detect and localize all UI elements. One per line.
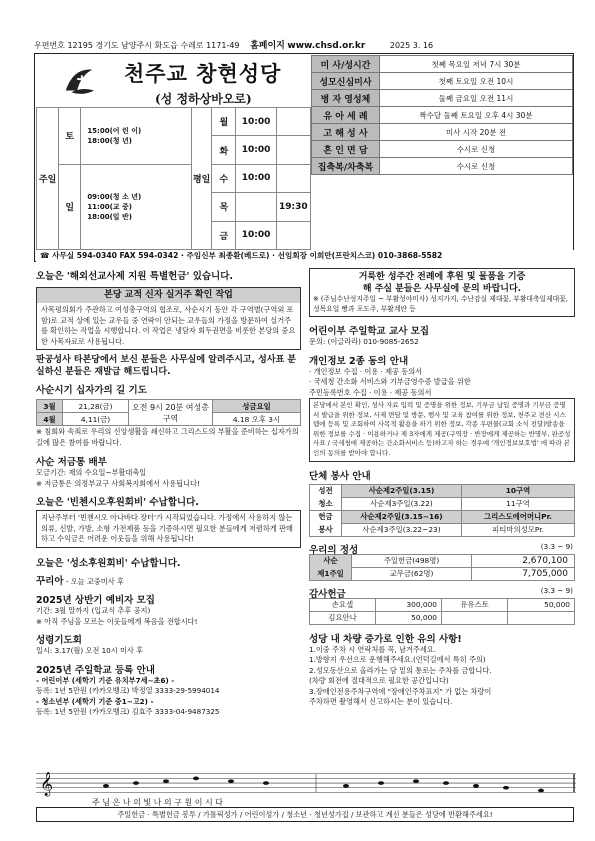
holy-week-box: 거룩한 성주간 전례에 후원 및 물품을 기증 해 주실 분들은 사무실에 문의 바랍니다. ※ (주님수난성지주일 ~ 부활성야미사) 성지가지, 수난감실 제대꽃, 부활대축일제대꽃, 성목요일 빵과 포도주, 부활계란 등 bbox=[309, 268, 575, 317]
sacrament-row bbox=[312, 56, 573, 73]
weekday-mon: 월 bbox=[212, 108, 236, 136]
sat-time-2: 18:00(청 년) bbox=[87, 136, 132, 145]
piggy-note: ※ 저금통은 의정부교구 사회복지회에서 사용됩니다! bbox=[36, 478, 200, 488]
teacher-contact: 문의: (이글라라) 010-9085-2652 bbox=[309, 337, 419, 346]
overseas-mission-notice: 오늘은 '해외선교사제 지원 특별헌금' 있습니다. bbox=[36, 271, 234, 282]
thanks-header: 감사헌금 (3.3 ~ 9) bbox=[309, 585, 573, 600]
sun-time-3: 18:00(일 반) bbox=[87, 212, 132, 221]
sacrament-label: 성모신심미사 bbox=[312, 73, 380, 90]
privacy-box: 본당에서 본인 확인, 성사 자료 입력 및 증명을 위한 정보, 기부금 납입 증명과 기부금 증명서 발급을 위한 정보, 사제 면담 및 방문, 행사 및 교육 참여를 위한 정보, 천주교 전산 시스템에 등록 및 조회하여 사목적 활용을 하기 위한 정보, 각종 우편물(교회 소식 전달)발송을 위한 정보를 수집 · 이용하거나 제 3자에게 제공(구역장 · 반장에게 제공하는 반명부, 판공성사표 / 국세청에 제공하는 간소화서비스 등)하고자 하는 경우에 '개인정보보호법' 에 따라 본인의 동의를 받아야 합니다. bbox=[309, 398, 575, 462]
music-staff bbox=[36, 770, 576, 798]
teen-dept: - 청소년부 (세학기 기준 중1~고2) - bbox=[36, 696, 154, 706]
weekday-tue: 화 bbox=[212, 136, 236, 164]
sun-time-1: 09:00(청 소 년) bbox=[87, 192, 142, 201]
left-column bbox=[36, 268, 301, 718]
edu-text: 사목평의회가 주관하고 여성총구역의 협조로, 사순시기 동안 각 구역별(구역외 포함)로 교적 상에 있는 교우들 중 연락이 안되는 교우들의 가정을 방문하여 실거주를 확인하는 작업을 시행합니다. 이 작업은 냉담자 회두권면을 비롯한 본당의 중요한 사목자료로 사용됩니다. bbox=[41, 305, 296, 346]
sacrament-label: 고 해 성 사 bbox=[312, 124, 380, 141]
offering-header: 우리의 정성 (3.3 ~ 9) bbox=[309, 541, 573, 556]
church-name: 천주교 창현성당 bbox=[124, 61, 282, 86]
catechumen-note: ※ 아직 주님을 모르는 이웃들에게 복음을 전합시다! bbox=[36, 616, 198, 626]
edu-box bbox=[36, 287, 301, 350]
sunday-label: 일 bbox=[59, 164, 81, 249]
sacrament-row bbox=[312, 124, 573, 141]
thanks-table: 손요셉 300,000 유유스토 50,000 김요안나 50,000 bbox=[309, 598, 575, 625]
sacrament-value: 둘째 금요일 오전 11시 bbox=[380, 90, 573, 107]
church-logo-icon bbox=[60, 62, 98, 100]
sat-time-1: 15:00(어 린 이) bbox=[87, 126, 142, 135]
sacrament-row bbox=[312, 73, 573, 90]
vincent-title: 오늘은 '빈첸시오후원회비' 수납합니다. bbox=[36, 497, 199, 508]
kids-dept: - 어린이부 (세학기 기준 유치부7세~초6) - bbox=[36, 675, 175, 685]
privacy-title: 개인정보 2종 동의 안내 bbox=[309, 355, 409, 367]
sacrament-label: 집축복/차축복 bbox=[312, 158, 380, 175]
catechumen-title: 2025년 상반기 예비자 모집 bbox=[36, 595, 155, 606]
bulletin-date: 2025 3. 16 bbox=[389, 41, 434, 50]
homepage-label: 홈페이지 bbox=[250, 41, 285, 51]
stations-note: ※ 침회와 속죄로 우리의 신앙생활을 쇄신하고 그리스도의 부활을 준비하는 십자가의 길에 많은 참여를 바랍니다. bbox=[36, 427, 299, 447]
group-service-title: 단체 봉사 안내 bbox=[309, 470, 371, 482]
curia-title: 꾸리아 bbox=[36, 575, 64, 587]
sacrament-value: 첫째 목요일 저녁 7시 30분 bbox=[380, 56, 573, 73]
stations-table: 3월 21,28(금) 오전 9시 20분 여성총구역 성금요일 4월 4,11(금) 4.18 오후 3시 bbox=[36, 399, 301, 426]
spirit-time: 일시: 3.17(월) 오전 10시 미사 후 bbox=[36, 646, 144, 655]
weekday-fri: 금 bbox=[212, 221, 236, 249]
sacrament-row bbox=[312, 90, 573, 107]
offering-table: 사순 주일헌금(498명) 2,670,100 제1주일 교무금(62명) 7,705,000 bbox=[309, 554, 575, 581]
kids-registration: 등록: 1년 5만원 (카카오뱅크) 박정열 3333-29-5994014 bbox=[36, 686, 220, 695]
vincent-text: 지난주부터 '빈첸시오 아나바다 장터'가 시작되었습니다. 가정에서 사용하지 않는 의류, 신발, 가방, 소형 가전제품 등을 기증하시면 필요한 분들에게 저렴하게 판매하고 수익금은 어려운 이웃들을 위해 사용됩니다! bbox=[36, 510, 301, 548]
sacrament-label: 혼 인 면 담 bbox=[312, 141, 380, 158]
confession-notice: 판공성사 타본당에서 보신 분들은 사무실에 알려주시고, 성사표 분실하신 분들은 재발급 해드립니다. bbox=[36, 355, 297, 377]
catechumen-period: 기간: 3월 말까지 (입교식 추후 공지) bbox=[36, 606, 151, 615]
stations-title: 사순시기 십자가의 길 기도 bbox=[36, 385, 147, 396]
teacher-title: 어린이부 주일학교 교사 모집 bbox=[309, 326, 430, 337]
sacrament-row bbox=[312, 141, 573, 158]
piggy-period: 모금기간: 재의 수요일~부활대축일 bbox=[36, 468, 147, 477]
weekday-thu: 목 bbox=[212, 193, 236, 221]
sunday-school-title: 2025년 주일학교 등록 안내 bbox=[36, 664, 155, 676]
saturday-label: 토 bbox=[59, 108, 81, 165]
svg-text:𝄞: 𝄞 bbox=[40, 772, 54, 797]
sunday-mass-label: 주일 bbox=[37, 108, 59, 250]
top-info-line: 우편번호 12195 경기도 남양주시 화도읍 수레로 1171-49 홈페이지 www.chsd.or.kr 2025 3. 16 bbox=[34, 41, 434, 51]
sacrament-value: 첫째 토요일 오전 10시 bbox=[380, 73, 573, 90]
sacrament-label: 미 사/성시간 bbox=[312, 56, 380, 73]
sacrament-value: 수시로 신청 bbox=[380, 158, 573, 175]
sacrament-row bbox=[312, 158, 573, 175]
sacrament-value: 수시로 신청 bbox=[380, 141, 573, 158]
sacrament-value: 미사 시작 20분 전 bbox=[380, 124, 573, 141]
weekday-mass-label: 평일 bbox=[192, 108, 212, 250]
sacrament-value: 짝수달 둘째 토요일 오후 4시 30분 bbox=[380, 107, 573, 124]
curia-time: - 오늘 교중미사 후 bbox=[63, 576, 124, 586]
hymn-lyrics: 주 님 은 나 의 빛 나 의 구 원 이 시 다 bbox=[92, 798, 223, 807]
parking-title: 성당 내 차량 증가로 인한 유의 사항! bbox=[309, 633, 462, 645]
mass-schedule: 주일 토 15:00(어 린 이) 18:00(청 년) 평일 월 10:00 화 10:00 일 09:00(청 소 년) 11:00(교 중) 18:00(일 반) 수 10:00 목 19:30 금 10:00 bbox=[36, 107, 311, 250]
weekday-wed: 수 bbox=[212, 164, 236, 192]
sacrament-schedule bbox=[311, 55, 573, 175]
sun-time-2: 11:00(교 중) bbox=[87, 202, 132, 211]
teen-registration: 등록: 1년 5만원 (카카오뱅크) 김효주 3333-04-9487325 bbox=[36, 707, 220, 716]
sacrament-label: 병 자 영성체 bbox=[312, 90, 380, 107]
vocation-notice: 오늘은 '성소후원회비' 수납합니다. bbox=[36, 557, 181, 569]
spirit-title: 성령기도회 bbox=[36, 635, 82, 646]
piggy-title: 사순 저금통 배부 bbox=[36, 457, 107, 468]
sacrament-label: 유 아 세 례 bbox=[312, 107, 380, 124]
holy-week-note: ※ (주님수난성지주일 ~ 부활성야미사) 성지가지, 수난감실 제대꽃, 부활대축일제대꽃, 성목요일 빵과 포도주, 부활계란 등 bbox=[313, 295, 568, 313]
patron-saint: (성 정하상바오로) bbox=[155, 92, 252, 106]
footer-notice: 주일헌금 · 특별헌금 봉투 / 가톨릭성가 / 어린이성가 / 청소년 · 청년성가집 / 보관하고 계신 분들은 성당에 반환해주세요! bbox=[36, 807, 574, 822]
group-service-table: 성전 사순제2주일(3.15) 10구역 청소 사순제3주일(3.22) 11구역 헌금 사순제2주일(3.15~16) 그리스도에어머니Pr. 봉사 사순제3주일(3.22~23) 피티마의성모Pr. bbox=[309, 484, 575, 537]
right-column: 거룩한 성주간 전례에 후원 및 물품을 기증 해 주실 분들은 사무실에 문의 바랍니다. ※ (주님수난성지주일 ~ 부활성야미사) 성지가지, 수난감실 제대꽃, 부활대축일제대꽃, 성목요일 빵과 포도주, 부활계란 등 어린이부 주일학교 교사 모집 문의: (이글라라) 010-9085-2652 개인정보 2종 동의 안내 · 개인정보 수집 · 이용 · 제공 동의서 · 국세청 간소화 서비스와 기부금영수증 발급을 위한 주민등록번호 수집 · 이용 · 제공 동의서 본당에서 본인 확인, 성사 자료 입력 및 증명을 위한 정보, 기부금 납입 증명과 기부금 증명서 발급을 위한 정보, 사제 면담 및 방문, 행사 및 교육 참여를 위한 정보, 천주교 전산 시스템에 등록 및 조회하여 사목적 활용을 하기 위한 정보, 각종 우편물(교회 소식 전달)발송을 위한 정보를 수집 · 이용하거나 제 3자에게 제공(구역장 · 반장에게 제공하는 반명부, 판공성사표 / 국세청에 제공하는 간소화서비스 등)하고자 하는 경우에 '개인정보보호법' 에 따라 본인의 동의를 받아야 합니다. 단체 봉사 안내 성전 사순제2주일(3.15) 10구역 청소 사순제3주일(3.22) 11구역 헌금 사순제2주일(3.15~16) 그리스도에어머니Pr. 봉사 사순제3주일(3.22~23) 피티마의성모Pr. 우리의 정성 (3.3 ~ 9) 사순 주일헌금(498명) 2,670,100 제1주일 교무금(62명) 7,705,000 감사헌금 (3.3 ~ 9) 손요셉 300,000 유유스토 50,000 김요안나 50,000 성당 내 차량 증가로 인한 유의 사항! 1.이중 주차 시 연락처를 꼭, 남겨주세요. 1.방향지 우선으로 운행해주세요.(언덕길에서 특히 주의) 2.성모동산으로 올라가는 담 밑의 통로는 주차를 금합니다. (차량 회전에 절대적으로 필요한 공간입니다) 3.장애인전용주차구역에 "장애인주차표지" 가 없는 차량이 주차하면 촬영해서 신고하시는 분이 있습니다. bbox=[309, 268, 575, 708]
homepage-link[interactable]: www.chsd.or.kr bbox=[287, 41, 366, 51]
sacrament-row bbox=[312, 107, 573, 124]
contact-line: ☎ 사무실 594-0340 FAX 594-0342 · 주임신부 최종환(베드로) · 선임회장 이희만(프란치스코) 010-3868-5582 bbox=[36, 250, 576, 262]
edu-title: 본당 교적 신자 실거주 확인 작업 bbox=[37, 288, 300, 303]
